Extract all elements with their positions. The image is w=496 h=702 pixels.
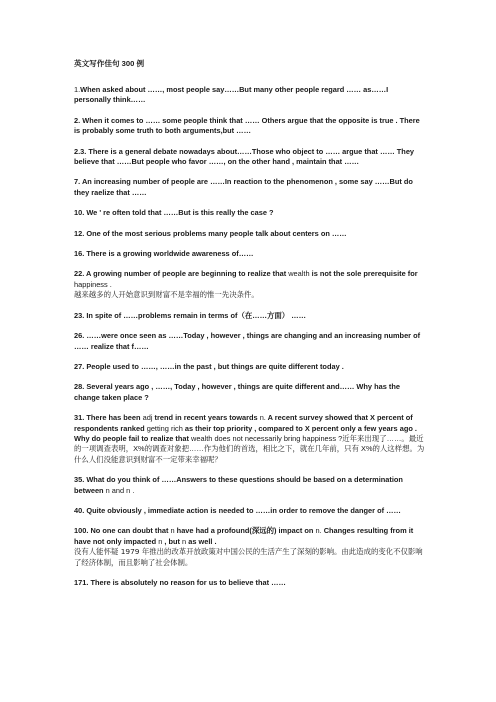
- sentence-list: [74, 85, 426, 588]
- entry-text-segment: have had a profound(深远的) impact on: [174, 526, 316, 536]
- sentence-entry: [74, 116, 426, 137]
- entry-text-segment: 2. When it comes to …… some people think that …… Others argue that the opposite is true . There is probably some truth to both arguments,but ……: [74, 115, 420, 136]
- chinese-translation: 越来越多的人开始意识到财富不是幸福的惟一先决条件。: [74, 290, 259, 300]
- sentence-entry: [74, 382, 426, 403]
- entry-text-segment: 23. In spite of ……problems remain in terms of（在……方面） ……: [74, 310, 307, 320]
- entry-text-segment: 171. There is absolutely no reason for us to believe that ……: [74, 578, 286, 587]
- entry-text-segment: n: [158, 536, 163, 546]
- entry-text-segment: 27. People used to ……, ……in the past , but things are quite different today .: [74, 361, 344, 371]
- entry-text-segment: 16. There is a growing worldwide awareness of……: [74, 249, 254, 259]
- entry-text-segment: n.: [315, 526, 322, 536]
- sentence-entry: [74, 526, 426, 568]
- entry-text-segment: 22. A growing number of people are beginning to realize that: [74, 269, 289, 279]
- entry-text-segment: 7. An increasing number of people are ……In reaction to the phenomenon , some say ……But do they raelize that ……: [74, 177, 413, 197]
- sentence-entry: [74, 578, 426, 588]
- entry-text-segment: happiness .: [74, 279, 112, 289]
- entry-text-segment: n.: [259, 413, 266, 423]
- entry-text-segment: 35. What do you think of ……Answers to these questions should be based on a determination between: [74, 475, 403, 495]
- entry-text-segment: 10. We ' re often told that ……But is this really the case ?: [74, 208, 274, 218]
- entry-text-segment: as well .: [186, 536, 217, 546]
- entry-text-segment: 近年来出现了……。最近的一项调查表明，X%的调查对象把……作为他们的首选，相比之下，就在几年前，只有 X%的人这样想。为什么人们没能意识到财富不一定带来幸福呢？: [74, 433, 425, 464]
- sentence-entry: [74, 229, 426, 239]
- entry-text-segment: as their top priority , compared to X percent only a few years ago . Why do people fail to realize that: [74, 423, 417, 443]
- entry-text-segment: 31. There has been: [74, 413, 143, 423]
- sentence-entry: [74, 311, 426, 321]
- entry-text-segment: Changes resulting from it have not only impacted: [74, 526, 414, 546]
- sentence-entry: [74, 85, 426, 106]
- chinese-translation: 没有人能怀疑 1979 年推出的改革开放政策对中国公民的生活产生了深刻的影响。由此造成的变化不仅影响了经济体制，而且影响了社会体制。: [74, 547, 423, 567]
- entry-text-segment: When asked about ……, most people say……But many other people regard …… as……I personally think……: [74, 85, 389, 105]
- entry-text-segment: 28. Several years ago , ……, Today , however , things are quite different and…… Why has the change taken place ?: [74, 382, 400, 402]
- entry-text-segment: 2.3. There is a general debate nowadays about……Those who object to …… argue that …… They believe that ……But people who favor ……, on the other hand , maintain that ……: [74, 146, 415, 167]
- entry-text-segment: wealth does not necessarily bring happiness ?: [191, 433, 343, 443]
- entry-text-segment: wealth: [288, 269, 310, 279]
- document-title: 英文写作佳句 300 例: [74, 59, 145, 68]
- sentence-entry: [74, 362, 426, 372]
- sentence-entry: [74, 147, 426, 168]
- entry-text-segment: n and n .: [105, 485, 135, 495]
- sentence-entry: [74, 177, 426, 198]
- sentence-entry: [74, 413, 426, 465]
- entry-text-segment: n: [170, 526, 175, 536]
- sentence-entry: [74, 208, 426, 218]
- entry-text-segment: adj: [142, 413, 153, 423]
- sentence-entry: [74, 269, 426, 300]
- entry-text-segment: 1.: [74, 85, 81, 94]
- document-page: [74, 58, 426, 598]
- sentence-entry: [74, 249, 426, 259]
- entry-text-segment: 40. Quite obviously , immediate action is needed to ……in order to remove the danger of ……: [74, 505, 401, 515]
- sentence-entry: [74, 475, 426, 496]
- entry-text-segment: 26. ……were once seen as ……Today , however , things are changing and an increasing number of …… realize that f……: [74, 331, 421, 351]
- entry-text-segment: getting rich: [146, 423, 183, 433]
- entry-text-segment: is not the sole prerequisite for: [309, 269, 418, 279]
- entry-text-segment: n: [182, 536, 187, 546]
- entry-text-segment: 12. One of the most serious problems many people talk about centers on ……: [74, 228, 347, 238]
- entry-text-segment: , but: [162, 536, 183, 546]
- sentence-entry: [74, 331, 426, 352]
- entry-text-segment: trend in recent years towards: [152, 413, 260, 423]
- entry-text-segment: 100. No one can doubt that: [74, 526, 171, 536]
- sentence-entry: [74, 506, 426, 516]
- entry-text-segment: A recent survey showed that X percent of respondents ranked: [74, 413, 413, 433]
